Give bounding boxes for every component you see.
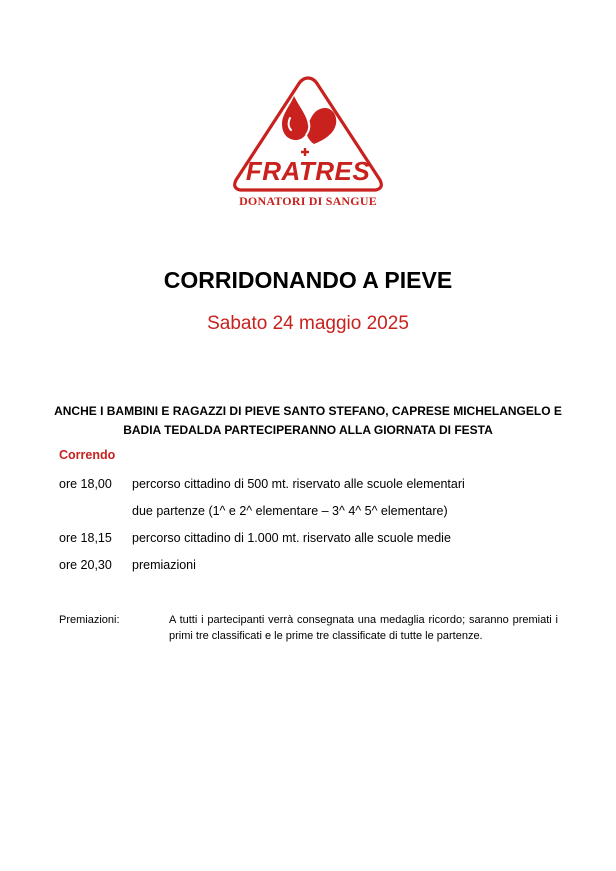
schedule-time: ore 18,00: [59, 477, 112, 491]
section-heading: Correndo: [59, 448, 116, 462]
logo-brand: FRATRES: [245, 156, 371, 186]
heart-icon: [306, 108, 336, 144]
schedule-time: ore 20,30: [59, 558, 112, 572]
fratres-logo: [230, 72, 386, 212]
logo-tagline: DONATORI DI SANGUE: [239, 194, 377, 208]
page-title: CORRIDONANDO A PIEVE: [163, 267, 453, 293]
schedule-time: ore 18,15: [59, 531, 112, 545]
intro-paragraph: ANCHE I BAMBINI E RAGAZZI DI PIEVE SANTO STEFANO, CAPRESE MICHELANGELO E BADIA TEDALDA PARTECIPERANNO ALLA GIORNATA DI FESTA: [54, 404, 562, 437]
schedule-desc: premiazioni: [132, 558, 196, 572]
schedule-desc: percorso cittadino di 1.000 mt. riservato alle scuole medie: [132, 531, 451, 545]
logo-graphic: [230, 72, 386, 212]
premiazioni-text: A tutti i partecipanti verrà consegnata una medaglia ricordo; saranno premiati i primi tre classificati e le prime tre classificate di tutte le partenze.: [169, 614, 558, 642]
cross-icon: [301, 148, 309, 156]
schedule-desc: percorso cittadino di 500 mt. riservato alle scuole elementari: [132, 477, 465, 491]
schedule-desc: due partenze (1^ e 2^ elementare – 3^ 4^ 5^ elementare): [132, 504, 448, 518]
event-date: Sabato 24 maggio 2025: [207, 313, 409, 334]
premiazioni-label: Premiazioni:: [59, 614, 120, 626]
